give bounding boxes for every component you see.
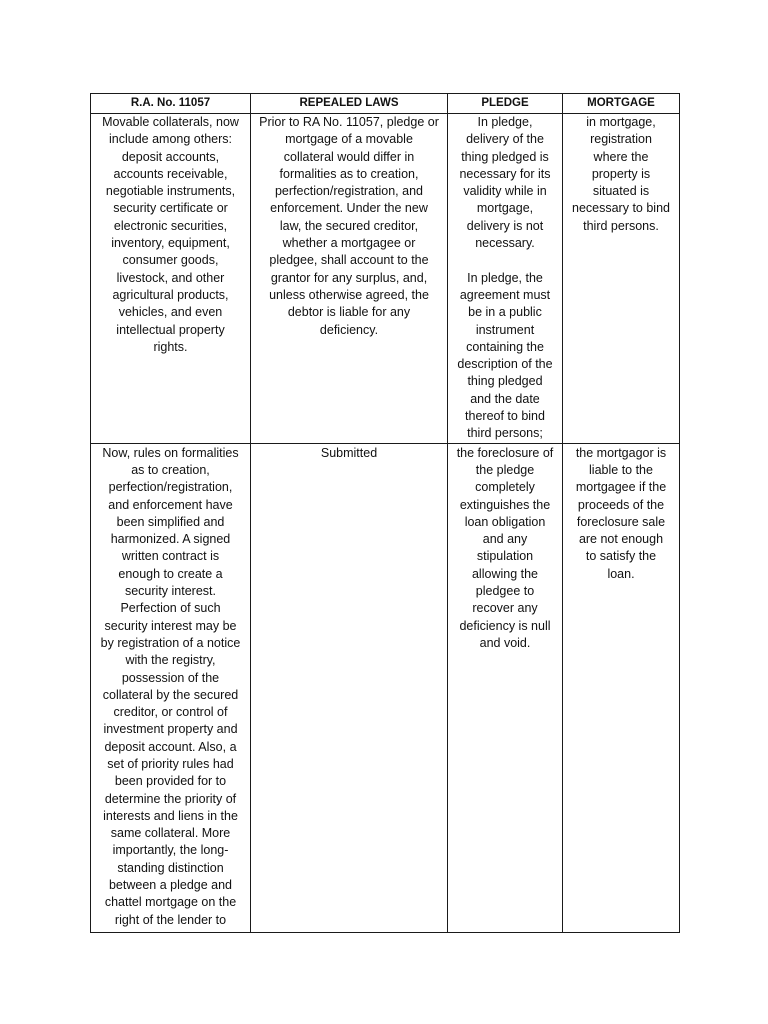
cell-pledge-foreclosure: the foreclosure of the pledge completely extinguishes the loan obligation and any stipulation allowing the pledgee to recover any deficiency is null and void.: [448, 443, 563, 932]
table-row: [91, 114, 680, 444]
header-ra-11057: R.A. No. 11057: [91, 94, 251, 114]
cell-mortgage-registration: in mortgage, registration where the property is situated is necessary to bind third persons.: [563, 114, 680, 444]
comparison-table: [90, 93, 680, 933]
cell-repealed-laws-submitted: Submitted: [251, 443, 448, 932]
table-header-row: [91, 94, 680, 114]
cell-repealed-laws-prior-rules: Prior to RA No. 11057, pledge or mortgage of a movable collateral would differ in formalities as to creation, perfection/registration, and enforcement. Under the new law, the secured creditor, whether a mortgagee or pledgee, shall account to the grantor for any surplus, and, unless otherwise agreed, the debtor is liable for any deficiency.: [251, 114, 448, 444]
cell-ra-11057-formalities: Now, rules on formalities as to creation, perfection/registration, and enforcement have been simplified and harmonized. A signed written contract is enough to create a security interest. Perfection of such security interest may be by registration of a notice with the registry, possession of the collateral by the secured creditor, or control of investment property and deposit account. Also, a set of priority rules had been provided for to determine the priority of interests and liens in the same collateral. More importantly, the long- standing distinction between a pledge and chattel mortgage on the right of the lender to: [91, 443, 251, 932]
header-repealed-laws: REPEALED LAWS: [251, 94, 448, 114]
cell-pledge-delivery: In pledge, delivery of the thing pledged is necessary for its validity while in mortgage, delivery is not necessary. In pledge, the agreement must be in a public instrument containing the description of the thing pledged and the date thereof to bind third persons;: [448, 114, 563, 444]
header-pledge: PLEDGE: [448, 94, 563, 114]
table-row: [91, 443, 680, 932]
cell-ra-11057-movable-collaterals: Movable collaterals, now include among others: deposit accounts, accounts receivable, negotiable instruments, security certificate or electronic securities, inventory, equipment, consumer goods, livestock, and other agricultural products, vehicles, and even intellectual property rights.: [91, 114, 251, 444]
header-mortgage: MORTGAGE: [563, 94, 680, 114]
cell-mortgage-liability: the mortgagor is liable to the mortgagee if the proceeds of the foreclosure sale are not enough to satisfy the loan.: [563, 443, 680, 932]
